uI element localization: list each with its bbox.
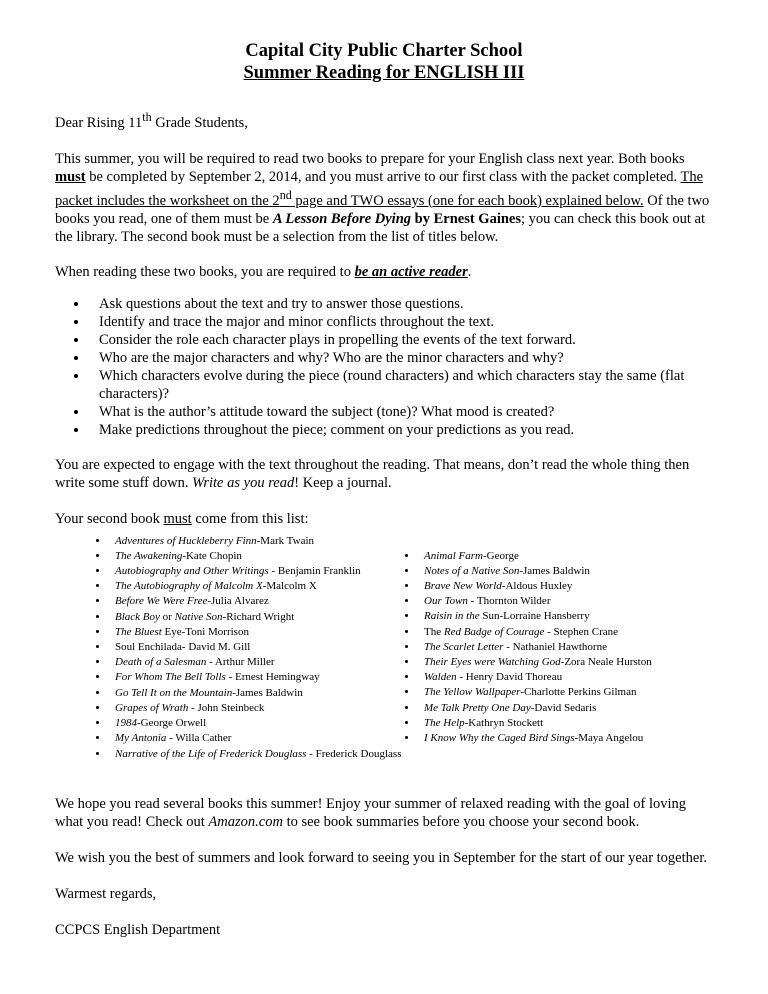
book-title: 1984 bbox=[115, 717, 137, 730]
amazon-reference: Amazon.com bbox=[208, 813, 283, 830]
intro-packet-sup: nd bbox=[279, 187, 292, 202]
book-title: Go Tell It on the Mountain bbox=[115, 686, 233, 699]
book-entry bbox=[109, 686, 404, 701]
book-author: - Willa Cather bbox=[166, 732, 232, 745]
book-author: Soul Enchilada- David M. Gill bbox=[115, 641, 251, 654]
second-book-intro bbox=[55, 510, 713, 528]
book-entry bbox=[109, 594, 404, 609]
book-entry bbox=[109, 701, 404, 716]
book-title: Red Badge of Courage bbox=[443, 625, 545, 638]
reading-tip: • Consider the role each character plays in propelling the events of the text forward. bbox=[89, 331, 713, 349]
second-text: Your second book bbox=[55, 510, 164, 527]
book-entry bbox=[418, 594, 713, 609]
intro-text-2: be completed by September 2, 2014, and you must arrive to our first class with the packet completed. bbox=[85, 168, 681, 185]
reading-tip: • What is the author’s attitude toward the subject (tone)? What mood is created? bbox=[89, 403, 713, 421]
book-author: -David Sedaris bbox=[530, 701, 597, 714]
book-author: - Arthur Miller bbox=[206, 656, 275, 669]
book-entry bbox=[109, 579, 404, 594]
school-name: Capital City Public Charter School bbox=[245, 41, 523, 61]
book-author: -Kate Chopin bbox=[182, 549, 242, 562]
book-entry bbox=[418, 701, 713, 716]
book-author: -James Baldwin bbox=[232, 686, 303, 699]
reading-tip: • Identify and trace the major and minor conflicts throughout the text. bbox=[89, 313, 713, 331]
document-title bbox=[55, 40, 713, 84]
book-title: Death of a Salesman bbox=[115, 656, 207, 669]
book-author: - Henry David Thoreau bbox=[456, 671, 563, 684]
intro-must: must bbox=[55, 168, 86, 185]
book-entry bbox=[109, 716, 404, 731]
wish-paragraph: We wish you the best of summers and look forward to seeing you in September for the start of our year together. bbox=[55, 849, 707, 866]
book-author: -James Baldwin bbox=[519, 564, 590, 577]
active-text: When reading these two books, you are required to bbox=[55, 263, 355, 280]
book-author: -Julia Alvarez bbox=[207, 595, 269, 608]
book-author: -Kathryn Stockett bbox=[464, 716, 544, 729]
intro-packet-text: The packet includes the worksheet on the 2 bbox=[55, 168, 704, 209]
book-list-right bbox=[404, 549, 713, 762]
book-entry bbox=[109, 731, 404, 746]
salutation-text: Dear Rising 11 bbox=[55, 114, 143, 131]
book-entry bbox=[109, 549, 404, 564]
book-author: - John Steinbeck bbox=[188, 701, 265, 714]
book-title: Adventures of Huckleberry Finn bbox=[115, 534, 257, 547]
book-entry bbox=[109, 625, 404, 640]
reading-tip: • Who are the major characters and why? Who are the minor characters and why? bbox=[89, 349, 713, 367]
book-author: -Aldous Huxley bbox=[501, 580, 573, 593]
book-entry bbox=[109, 747, 404, 762]
book-entry bbox=[418, 685, 713, 700]
book-author: -Charlotte Perkins Gilman bbox=[520, 686, 637, 699]
engage-text-end: ! Keep a journal. bbox=[294, 474, 392, 491]
book-title: The Help bbox=[424, 716, 465, 729]
book-author: -Mark Twain bbox=[256, 534, 315, 547]
book-title: Raisin in the bbox=[424, 610, 480, 623]
book-author: - Ernest Hemingway bbox=[225, 671, 320, 684]
book-author: -Richard Wright bbox=[222, 610, 295, 623]
book-entry bbox=[418, 625, 713, 640]
book-entry bbox=[109, 670, 404, 685]
book-author: Eye-Toni Morrison bbox=[161, 625, 249, 638]
book-entry bbox=[109, 610, 404, 625]
book-title: I Know Why the Caged Bird Sings bbox=[424, 732, 575, 745]
hope-text: We hope you read several books this summer! Enjoy your summer of relaxed reading with the goal of loving what you read! Check out bbox=[55, 795, 687, 830]
active-reader-paragraph bbox=[55, 263, 713, 281]
engage-text: You are expected to engage with the text throughout the reading. That means, don’t read the whole thing then write some stuff down. bbox=[55, 456, 690, 491]
book-author: - Benjamin Franklin bbox=[268, 565, 361, 578]
book-title: Walden bbox=[424, 671, 457, 684]
book-title: Their Eyes were Watching God bbox=[424, 656, 561, 669]
intro-text-4: ; you can check this book out at the library. The second book must be a selection from the list of titles below. bbox=[55, 210, 706, 245]
book-entry bbox=[109, 640, 404, 655]
book-entry bbox=[418, 609, 713, 624]
book-entry bbox=[418, 655, 713, 670]
book-entry bbox=[109, 655, 404, 670]
book-entry bbox=[109, 564, 404, 579]
book-title: The Autobiography of Malcolm X bbox=[115, 580, 263, 593]
book-author: Sun-Lorraine Hansberry bbox=[479, 610, 590, 623]
book-title: Animal Farm bbox=[424, 549, 483, 562]
book-title: Notes of a Native Son bbox=[424, 564, 520, 577]
closing-regards: Warmest regards, bbox=[55, 885, 157, 902]
book-title: For Whom The Bell Tolls bbox=[115, 671, 226, 684]
book-entry bbox=[418, 716, 713, 731]
book-title: Grapes of Wrath bbox=[115, 701, 189, 714]
engage-emphasis: Write as you read bbox=[192, 474, 295, 491]
second-text-end: come from this list: bbox=[191, 510, 309, 527]
book-entry bbox=[418, 670, 713, 685]
book-conjunction: or bbox=[159, 610, 175, 623]
book-prefix: The bbox=[424, 625, 444, 638]
book-list-left bbox=[95, 534, 404, 762]
book-author: -George bbox=[482, 549, 519, 562]
reading-tip: • Ask questions about the text and try to answer those questions. bbox=[89, 295, 713, 313]
intro-text-3: Of the two books you read, one of them must be bbox=[55, 192, 710, 227]
salutation-text-end: Grade Students, bbox=[151, 114, 248, 131]
book-lists bbox=[55, 534, 713, 762]
book-author: -George Orwell bbox=[137, 717, 207, 730]
active-reader-emphasis: be an active reader bbox=[354, 263, 468, 280]
reading-tips-list bbox=[55, 295, 713, 439]
book-author: -Malcolm X bbox=[262, 580, 317, 593]
engage-paragraph bbox=[55, 456, 713, 492]
book-entry bbox=[109, 534, 404, 549]
second-must: must bbox=[163, 510, 192, 527]
intro-text-1: This summer, you will be required to read two books to prepare for your English class next year. Both books bbox=[55, 150, 685, 167]
book-entry bbox=[418, 549, 713, 564]
book-title: Our Town bbox=[424, 595, 468, 608]
hope-paragraph bbox=[55, 795, 713, 831]
intro-paragraph bbox=[55, 150, 713, 246]
book-author: - Thornton Wilder bbox=[467, 595, 551, 608]
reading-tip: • Which characters evolve during the piece (round characters) and which characters stay the same (flat characters)? bbox=[89, 367, 713, 403]
active-text-end: . bbox=[467, 263, 472, 280]
book-title: Before We Were Free bbox=[115, 595, 208, 608]
book-author: - Stephen Crane bbox=[544, 625, 618, 638]
salutation-sup: th bbox=[142, 110, 152, 124]
book-title: My Antonia bbox=[115, 732, 167, 745]
book-title: Black Boy bbox=[115, 610, 160, 623]
intro-packet-text-end: page and TWO essays (one for each book) explained below. bbox=[291, 192, 644, 209]
book-author: -Zora Neale Hurston bbox=[560, 656, 652, 669]
book-entry bbox=[418, 640, 713, 655]
book-author: -Maya Angelou bbox=[574, 732, 644, 745]
reading-tip: • Make predictions throughout the piece; comment on your predictions as you read. bbox=[89, 421, 713, 439]
book-title: Me Talk Pretty One Day bbox=[424, 701, 531, 714]
hope-text-end: to see book summaries before you choose your second book. bbox=[282, 813, 640, 830]
book-title: The Yellow Wallpaper bbox=[424, 686, 521, 699]
book-title: Autobiography and Other Writings bbox=[115, 565, 269, 578]
required-book-author: by Ernest Gaines bbox=[411, 210, 521, 227]
document-subtitle: Summer Reading for ENGLISH III bbox=[243, 63, 525, 83]
book-title: Native Son bbox=[174, 610, 223, 623]
signature-department: CCPCS English Department bbox=[55, 921, 221, 938]
book-author: - Frederick Douglass bbox=[306, 747, 402, 760]
book-entry bbox=[418, 731, 713, 746]
book-title: The Awakening bbox=[115, 549, 183, 562]
book-entry bbox=[418, 579, 713, 594]
book-title: Narrative of the Life of Frederick Douglass bbox=[115, 747, 307, 760]
required-book-title: A Lesson Before Dying bbox=[272, 210, 412, 227]
book-entry bbox=[418, 564, 713, 579]
book-title: Brave New World bbox=[424, 580, 502, 593]
book-author: - Nathaniel Hawthorne bbox=[503, 640, 607, 653]
salutation bbox=[55, 108, 713, 132]
book-title: The Scarlet Letter bbox=[424, 640, 504, 653]
book-title: The Bluest bbox=[115, 625, 162, 638]
